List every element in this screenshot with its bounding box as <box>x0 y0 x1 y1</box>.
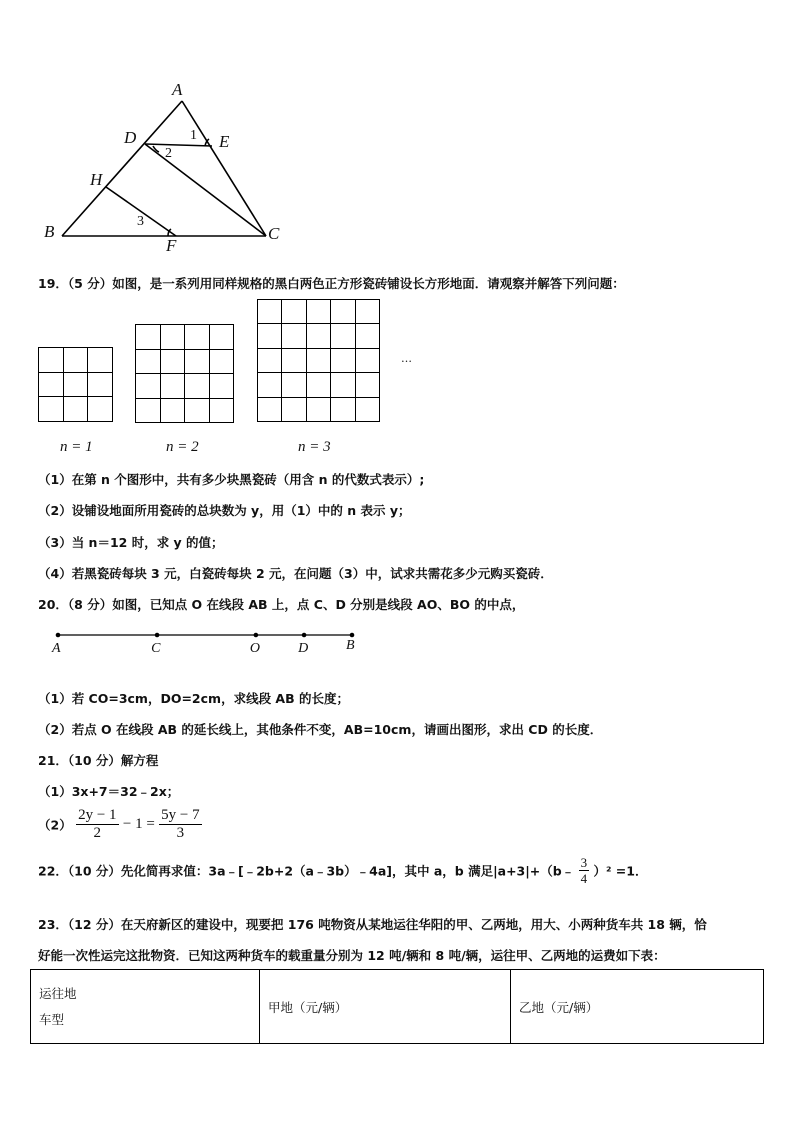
tile-grid-n1 <box>38 347 113 422</box>
point-E-label: E <box>219 132 230 151</box>
q23-line2: 好能一次性运完这批物资．已知这两种货车的载重量分别为 12 吨/辆和 8 吨/辆，运往甲、乙两地的运费如下表： <box>38 948 666 963</box>
q22-text-after: ）² =1． <box>593 863 648 879</box>
tile <box>161 399 186 424</box>
q22-fraction-numerator: 3 <box>580 855 588 870</box>
tile <box>282 300 306 324</box>
grid-label-n2: n = 2 <box>166 439 199 455</box>
tile <box>331 349 355 373</box>
tile <box>307 300 331 324</box>
q20-part1: （1）若 CO=3cm，DO=2cm，求线段 AB 的长度； <box>38 691 349 706</box>
q21-part1: （1）3x+7＝32﹣2x； <box>38 784 180 799</box>
tile <box>331 324 355 348</box>
tile <box>161 350 186 375</box>
angle-2-label: 2 <box>165 146 172 161</box>
q20-stem: 20．（8 分）如图，已知点 O 在线段 AB 上，点 C、D 分别是线段 AO、BO 的中点， <box>38 597 525 612</box>
q21-part2-prefix: （2） <box>38 817 72 833</box>
tile <box>356 373 380 397</box>
tile <box>185 399 210 424</box>
point-F-label: F <box>166 236 177 255</box>
q21-stem: 21．（10 分）解方程 <box>38 753 159 768</box>
point-O-label: O <box>249 641 260 656</box>
q19-part3: （3）当 n＝12 时，求 y 的值； <box>38 535 224 550</box>
tile <box>210 350 235 375</box>
tile <box>258 300 282 324</box>
q23-line1: 23．（12 分）在天府新区的建设中，现要把 176 吨物资从某地运往华阳的甲、乙两地，用大、小两种货车共 18 辆，恰 <box>38 917 707 932</box>
triangle-figure <box>40 80 300 255</box>
fraction-right-numerator: 5y − 7 <box>161 807 200 823</box>
table-row <box>31 970 764 1044</box>
q21-part2 <box>38 807 202 842</box>
segment-AC <box>182 101 266 236</box>
tile <box>185 325 210 350</box>
tile <box>64 373 89 398</box>
q19-stem: 19．（5 分）如图，是一系列用同样规格的黑白两色正方形瓷砖铺设长方形地面．请观察并解答下列问题： <box>38 276 625 291</box>
line-segment-AB-figure <box>40 625 370 645</box>
tile <box>282 349 306 373</box>
tile <box>307 349 331 373</box>
tile <box>356 324 380 348</box>
segment-DC <box>145 144 266 236</box>
freight-cost-table <box>30 969 764 1044</box>
point-A-label: A <box>172 80 183 99</box>
tile <box>282 373 306 397</box>
fraction-left-numerator: 2y − 1 <box>78 807 117 823</box>
fraction-right <box>159 807 201 842</box>
q22-line <box>38 855 647 886</box>
tile <box>185 374 210 399</box>
point-H-label: H <box>90 170 103 189</box>
tile <box>39 373 64 398</box>
tile <box>307 398 331 422</box>
tile <box>136 325 161 350</box>
grid-label-n3: n = 3 <box>298 439 331 455</box>
tile <box>185 350 210 375</box>
tile <box>64 348 89 373</box>
q19-part2: （2）设铺设地面所用瓷砖的总块数为 y，用（1）中的 n 表示 y； <box>38 503 411 518</box>
tile <box>136 399 161 424</box>
point-A <box>56 633 61 638</box>
ellipsis: … <box>401 352 412 365</box>
header-vehicle-type-label: 车型 <box>39 1011 65 1027</box>
tile <box>136 374 161 399</box>
tile <box>210 374 235 399</box>
tile <box>307 373 331 397</box>
q20-part2: （2）若点 O 在线段 AB 的延长线上，其他条件不变，AB=10cm，请画出图形，求出 CD 的长度． <box>38 722 603 737</box>
tile <box>258 398 282 422</box>
tile-grid-n3 <box>257 299 380 422</box>
tile <box>161 374 186 399</box>
segment-DE <box>145 144 212 146</box>
table-header-diagonal-cell <box>31 970 260 1044</box>
point-C-label: C <box>268 224 280 243</box>
header-destination-label: 运往地 <box>39 985 77 1001</box>
tile <box>88 397 113 422</box>
tile <box>64 397 89 422</box>
tile <box>88 348 113 373</box>
tile-grid-n2 <box>135 324 234 423</box>
tile <box>161 325 186 350</box>
point-B-label: B <box>44 222 55 241</box>
fraction-left <box>76 807 118 842</box>
tile <box>258 324 282 348</box>
tile <box>258 373 282 397</box>
point-C <box>155 633 160 638</box>
q22-fraction-denominator: 4 <box>580 871 588 886</box>
header-location-yi: 乙地（元/辆） <box>511 970 764 1044</box>
point-A-label: A <box>52 641 61 656</box>
q22-fraction <box>579 855 590 886</box>
segment-AB <box>62 101 182 236</box>
angle-3-label: 3 <box>137 214 144 229</box>
tile <box>331 398 355 422</box>
tile <box>356 398 380 422</box>
tile <box>210 399 235 424</box>
angle-1-label: 1 <box>190 128 197 143</box>
fraction-left-denominator: 2 <box>93 825 102 841</box>
q19-part4: （4）若黑瓷砖每块 3 元，白瓷砖每块 2 元，在问题（3）中，试求共需花多少元购买瓷砖． <box>38 566 553 581</box>
equation-middle: − 1 = <box>122 816 155 832</box>
tile <box>356 349 380 373</box>
q22-text-before: 22．（10 分）先化简再求值：3a﹣[﹣2b+2（a﹣3b）﹣4a]，其中 a，b 满足|a+3|+（b﹣ <box>38 863 575 879</box>
point-B-label: B <box>346 638 355 653</box>
point-D-label: D <box>298 641 309 656</box>
tile <box>136 350 161 375</box>
point-B <box>350 633 355 638</box>
point-O <box>254 633 259 638</box>
point-D-label: D <box>124 128 137 147</box>
tile <box>331 300 355 324</box>
tile <box>307 324 331 348</box>
tile <box>331 373 355 397</box>
tile <box>282 398 306 422</box>
point-D <box>302 633 307 638</box>
tile <box>258 349 282 373</box>
q19-part1: （1）在第 n 个图形中，共有多少块黑瓷砖（用含 n 的代数式表示）; <box>38 472 425 487</box>
tile <box>356 300 380 324</box>
tile <box>88 373 113 398</box>
tile <box>282 324 306 348</box>
fraction-right-denominator: 3 <box>176 825 185 841</box>
point-C-label: C <box>151 641 161 656</box>
header-location-jia: 甲地（元/辆） <box>260 970 511 1044</box>
tile <box>39 397 64 422</box>
tile <box>39 348 64 373</box>
grid-label-n1: n = 1 <box>60 439 93 455</box>
tile <box>210 325 235 350</box>
